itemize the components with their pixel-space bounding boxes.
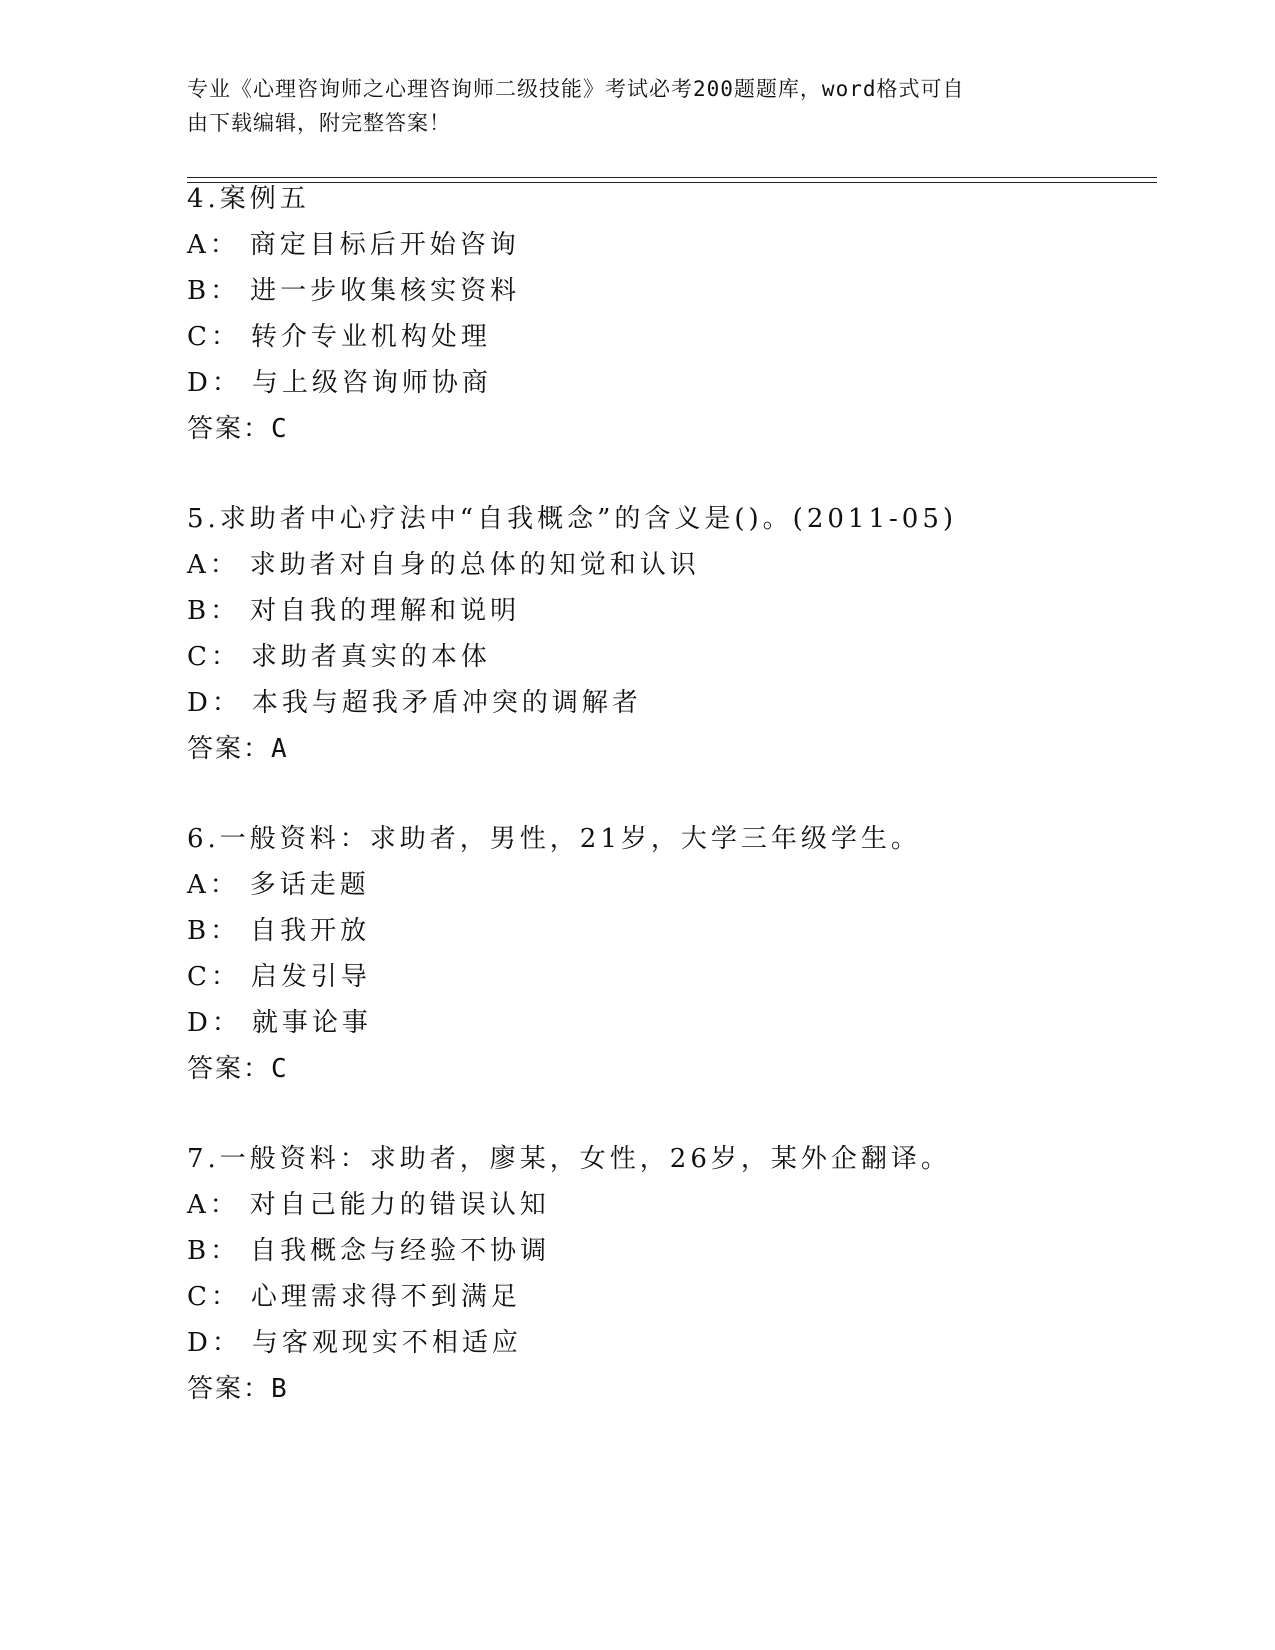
answer-value: A: [271, 734, 288, 764]
option-a: [187, 1182, 1167, 1228]
option-d: [187, 680, 1167, 726]
header-line-1: 专业《心理咨询师之心理咨询师二级技能》考试必考200题题库，word格式可自: [187, 77, 965, 101]
option-text: 启发引导: [250, 962, 371, 992]
option-letter: B：: [187, 916, 241, 946]
option-letter: D：: [187, 1328, 242, 1358]
question-stem: 6.一般资料：求助者，男性，21岁，大学三年级学生。: [187, 824, 921, 854]
option-c: [187, 1274, 1167, 1320]
question-stem: 5.求助者中心疗法中“自我概念”的含义是()。(2011-05): [187, 504, 958, 534]
option-letter: D：: [187, 368, 242, 398]
answer-label: 答案：: [187, 734, 272, 764]
answer-label: 答案：: [187, 414, 272, 444]
question-stem: 7.一般资料：求助者，廖某，女性，26岁，某外企翻译。: [187, 1144, 951, 1174]
question-block-6: [187, 816, 1167, 1092]
answer-label: 答案：: [187, 1374, 272, 1404]
option-text: 求助者真实的本体: [250, 642, 491, 672]
option-text: 商定目标后开始咨询: [249, 230, 520, 260]
option-a: [187, 542, 1167, 588]
option-text: 进一步收集核实资料: [250, 276, 521, 306]
question-block-4: [187, 176, 1167, 452]
question-stem: 4.案例五: [187, 184, 310, 214]
option-text: 就事论事: [251, 1008, 372, 1038]
answer-value: C: [271, 414, 288, 444]
option-letter: D：: [187, 1008, 242, 1038]
option-c: [187, 634, 1167, 680]
option-letter: B：: [187, 596, 241, 626]
option-b: [187, 588, 1167, 634]
option-letter: D：: [187, 688, 242, 718]
option-a: [187, 862, 1167, 908]
document-header: [187, 72, 1067, 140]
option-text: 自我概念与经验不协调: [250, 1236, 551, 1266]
option-letter: C：: [187, 962, 241, 992]
option-b: [187, 1228, 1167, 1274]
option-letter: A：: [187, 870, 240, 900]
answer-line: [187, 406, 1167, 452]
option-d: [187, 360, 1167, 406]
option-text: 对自我的理解和说明: [250, 596, 521, 626]
header-line-2: 由下载编辑，附完整答案！: [187, 111, 451, 135]
option-a: [187, 222, 1167, 268]
option-letter: C：: [187, 322, 241, 352]
option-letter: A：: [187, 230, 240, 260]
option-text: 求助者对自身的总体的知觉和认识: [249, 550, 700, 580]
option-letter: A：: [187, 1190, 240, 1220]
option-c: [187, 954, 1167, 1000]
option-text: 对自己能力的错误认知: [249, 1190, 550, 1220]
option-b: [187, 268, 1167, 314]
option-text: 自我开放: [250, 916, 371, 946]
option-text: 多话走题: [249, 870, 370, 900]
answer-value: B: [271, 1374, 288, 1404]
option-text: 与客观现实不相适应: [251, 1328, 522, 1358]
option-text: 与上级咨询师协商: [251, 368, 492, 398]
option-letter: B：: [187, 1236, 241, 1266]
answer-line: [187, 726, 1167, 772]
option-d: [187, 1320, 1167, 1366]
option-letter: B：: [187, 276, 241, 306]
option-letter: A：: [187, 550, 240, 580]
answer-value: C: [271, 1054, 288, 1084]
option-text: 本我与超我矛盾冲突的调解者: [251, 688, 642, 718]
option-text: 转介专业机构处理: [250, 322, 491, 352]
option-b: [187, 908, 1167, 954]
question-block-5: [187, 496, 1167, 772]
answer-line: [187, 1366, 1167, 1412]
option-letter: C：: [187, 1282, 241, 1312]
question-block-7: [187, 1136, 1167, 1412]
option-c: [187, 314, 1167, 360]
answer-line: [187, 1046, 1167, 1092]
answer-label: 答案：: [187, 1054, 272, 1084]
option-d: [187, 1000, 1167, 1046]
option-text: 心理需求得不到满足: [250, 1282, 521, 1312]
option-letter: C：: [187, 642, 241, 672]
